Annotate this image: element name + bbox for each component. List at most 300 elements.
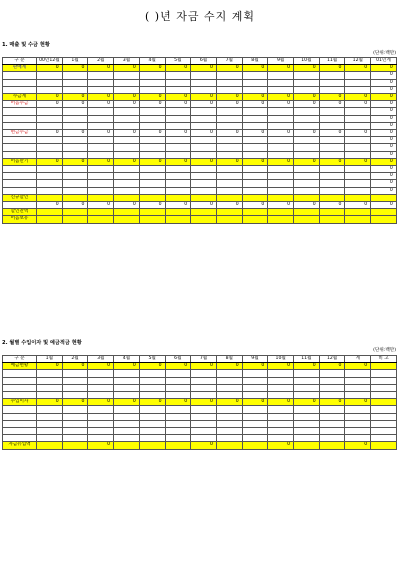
table-cell: [319, 194, 345, 201]
table-cell: 0: [371, 122, 397, 129]
table-cell: [319, 187, 345, 194]
sales-collection-table: [2, 57, 397, 224]
table-cell: [88, 370, 114, 377]
table-cell: 0: [191, 94, 217, 101]
table-cell: [139, 209, 165, 216]
table-cell: [345, 413, 371, 420]
table-cell: 0: [216, 94, 242, 101]
row-label: [3, 151, 37, 158]
table-cell: [165, 72, 191, 79]
table-cell: [139, 435, 165, 442]
table-cell: 0: [242, 94, 268, 101]
table-cell: 0: [371, 187, 397, 194]
table-cell: [139, 194, 165, 201]
table-cell: 0: [371, 65, 397, 72]
table-cell: 0: [37, 101, 63, 108]
table-cell: [62, 151, 88, 158]
table-cell: [371, 363, 397, 370]
table-row: [3, 122, 397, 129]
table-cell: [114, 173, 140, 180]
table-cell: [371, 209, 397, 216]
table-cell: [165, 137, 191, 144]
table-cell: 0: [62, 130, 88, 137]
table-cell: [114, 115, 140, 122]
table-cell: 0: [216, 202, 242, 209]
table-cell: 0: [139, 130, 165, 137]
table-cell: [345, 180, 371, 187]
table-cell: [319, 79, 345, 86]
table-cell: 0: [62, 399, 88, 406]
table-cell: [345, 72, 371, 79]
table-cell: [294, 79, 320, 86]
table-cell: [319, 427, 345, 434]
table-cell: [37, 216, 63, 223]
table-cell: [88, 406, 114, 413]
table-cell: [294, 384, 320, 391]
table-cell: 0: [165, 94, 191, 101]
table-row: [3, 442, 397, 449]
table-cell: [88, 137, 114, 144]
table-cell: [165, 187, 191, 194]
table-cell: 0: [371, 108, 397, 115]
table-cell: [165, 122, 191, 129]
table-cell: [268, 79, 294, 86]
table-cell: 0: [294, 94, 320, 101]
row-label: [3, 377, 37, 384]
table-cell: [37, 86, 63, 93]
table-cell: [268, 137, 294, 144]
table-cell: [268, 194, 294, 201]
table-cell: [114, 79, 140, 86]
table-cell: 0: [165, 158, 191, 165]
column-header: 8월: [216, 356, 242, 363]
table-cell: [216, 187, 242, 194]
table-cell: [294, 122, 320, 129]
table-cell: 0: [371, 137, 397, 144]
table-cell: 0: [62, 101, 88, 108]
row-label: 할인잔액: [3, 209, 37, 216]
table-cell: [114, 391, 140, 398]
table-cell: 0: [371, 94, 397, 101]
table-cell: [88, 435, 114, 442]
table-row: [3, 209, 397, 216]
table-row: [3, 435, 397, 442]
table-cell: [191, 370, 217, 377]
table-cell: [268, 406, 294, 413]
table-cell: [191, 180, 217, 187]
column-header: 1월: [62, 58, 88, 65]
table-cell: [37, 79, 63, 86]
table-cell: [62, 216, 88, 223]
table-cell: [191, 72, 217, 79]
table-cell: [165, 377, 191, 384]
table-cell: 0: [165, 101, 191, 108]
table-cell: [88, 377, 114, 384]
table-cell: [62, 122, 88, 129]
table-cell: [216, 137, 242, 144]
table-cell: [345, 370, 371, 377]
table-cell: 0: [165, 202, 191, 209]
table-cell: [371, 406, 397, 413]
table-cell: [191, 427, 217, 434]
table-cell: 0: [319, 399, 345, 406]
table-cell: [294, 216, 320, 223]
row-label: [3, 144, 37, 151]
column-header: 5월: [165, 58, 191, 65]
table-cell: [191, 194, 217, 201]
table-cell: [62, 209, 88, 216]
column-header: 00년12월: [37, 58, 63, 65]
table-cell: [216, 166, 242, 173]
table-cell: 0: [345, 130, 371, 137]
table-cell: [37, 194, 63, 201]
row-label: [3, 137, 37, 144]
table-row: [3, 72, 397, 79]
table-cell: [191, 209, 217, 216]
table-cell: [139, 384, 165, 391]
table-cell: [294, 137, 320, 144]
table-cell: [371, 427, 397, 434]
table-cell: [139, 406, 165, 413]
table-cell: 0: [319, 94, 345, 101]
table-cell: [216, 173, 242, 180]
table-cell: [319, 166, 345, 173]
table-cell: [216, 72, 242, 79]
table-header-row: [3, 356, 397, 363]
table-cell: [268, 151, 294, 158]
table-cell: 0: [371, 180, 397, 187]
table-cell: [114, 194, 140, 201]
table-cell: [88, 427, 114, 434]
row-label: 판매계: [3, 65, 37, 72]
table-row: [3, 79, 397, 86]
table-cell: [345, 166, 371, 173]
table-row: [3, 413, 397, 420]
table-cell: [345, 173, 371, 180]
table-cell: [216, 209, 242, 216]
table-cell: [268, 413, 294, 420]
table-cell: [37, 391, 63, 398]
table-cell: [191, 166, 217, 173]
table-cell: [371, 435, 397, 442]
table-cell: [345, 216, 371, 223]
table-cell: 0: [345, 202, 371, 209]
table-cell: [268, 115, 294, 122]
table-cell: 0: [294, 202, 320, 209]
table-cell: [268, 427, 294, 434]
table-cell: [88, 86, 114, 93]
table-cell: [216, 413, 242, 420]
table-cell: [139, 420, 165, 427]
table-cell: 0: [37, 130, 63, 137]
table-cell: [268, 384, 294, 391]
table-cell: [319, 137, 345, 144]
table-cell: [242, 187, 268, 194]
table-cell: [37, 406, 63, 413]
table-cell: 0: [62, 65, 88, 72]
table-cell: [165, 370, 191, 377]
table-cell: [191, 384, 217, 391]
table-cell: [88, 209, 114, 216]
table-cell: [114, 427, 140, 434]
table-cell: [319, 72, 345, 79]
table-cell: [139, 427, 165, 434]
table-cell: [319, 173, 345, 180]
table-cell: [319, 122, 345, 129]
table-cell: [216, 435, 242, 442]
table-cell: [88, 187, 114, 194]
table-cell: [191, 216, 217, 223]
table-cell: [371, 370, 397, 377]
table-cell: [165, 384, 191, 391]
row-label: [3, 72, 37, 79]
table-cell: [88, 391, 114, 398]
row-label: 신규할인: [3, 194, 37, 201]
table-cell: [191, 406, 217, 413]
table-cell: 0: [37, 94, 63, 101]
table-cell: 0: [294, 65, 320, 72]
table-cell: [37, 180, 63, 187]
table-cell: [37, 384, 63, 391]
table-cell: 0: [114, 101, 140, 108]
table-cell: 0: [268, 363, 294, 370]
table-cell: [139, 180, 165, 187]
table-cell: 0: [242, 363, 268, 370]
table-cell: 0: [242, 202, 268, 209]
table-cell: 0: [216, 399, 242, 406]
table-cell: [114, 187, 140, 194]
table-cell: [216, 377, 242, 384]
table-cell: 0: [371, 101, 397, 108]
column-header: 2월: [62, 356, 88, 363]
table-cell: 0: [114, 158, 140, 165]
table-cell: [268, 72, 294, 79]
column-header: 10월: [294, 58, 320, 65]
table-cell: [88, 216, 114, 223]
table-cell: [88, 122, 114, 129]
table-cell: [242, 194, 268, 201]
table-cell: [191, 115, 217, 122]
column-header: 8월: [242, 58, 268, 65]
section1-unit: (단위:백만): [373, 51, 396, 56]
table-cell: 0: [371, 166, 397, 173]
table-cell: [88, 115, 114, 122]
table-cell: [88, 384, 114, 391]
table-cell: 0: [242, 130, 268, 137]
table-cell: 0: [165, 363, 191, 370]
column-header: 비 고: [371, 356, 397, 363]
table-cell: [242, 79, 268, 86]
table-cell: 0: [191, 158, 217, 165]
table-cell: [294, 406, 320, 413]
table-cell: [88, 413, 114, 420]
row-label: [3, 79, 37, 86]
table-cell: [139, 122, 165, 129]
table-cell: [165, 427, 191, 434]
table-cell: [165, 216, 191, 223]
row-label: 예금현황: [3, 363, 37, 370]
table-cell: [139, 79, 165, 86]
column-header: 12월: [319, 356, 345, 363]
table-cell: [294, 209, 320, 216]
table-cell: [319, 384, 345, 391]
table-cell: 0: [37, 363, 63, 370]
row-label: [3, 406, 37, 413]
table-cell: 0: [114, 94, 140, 101]
table-cell: [268, 209, 294, 216]
table-cell: 0: [114, 202, 140, 209]
table-cell: 0: [319, 202, 345, 209]
table-cell: [191, 122, 217, 129]
table-cell: [62, 108, 88, 115]
table-cell: 0: [191, 399, 217, 406]
table-cell: [319, 413, 345, 420]
table-cell: [191, 173, 217, 180]
table-cell: [345, 187, 371, 194]
table-cell: [242, 370, 268, 377]
table-cell: 0: [294, 363, 320, 370]
column-header: 계: [345, 356, 371, 363]
table-cell: [268, 391, 294, 398]
table-cell: [345, 144, 371, 151]
table-cell: [242, 384, 268, 391]
table-cell: [114, 413, 140, 420]
table-cell: [371, 194, 397, 201]
table-cell: [165, 406, 191, 413]
table-cell: 0: [319, 130, 345, 137]
table-cell: [88, 166, 114, 173]
table-cell: 0: [319, 363, 345, 370]
table-cell: [62, 173, 88, 180]
table-cell: [139, 86, 165, 93]
table-cell: 0: [165, 130, 191, 137]
column-header: 구 분: [3, 58, 37, 65]
table-cell: [114, 72, 140, 79]
table-cell: [216, 151, 242, 158]
table-cell: [216, 86, 242, 93]
table-cell: [62, 406, 88, 413]
table-cell: 0: [37, 158, 63, 165]
page-title: ( )년 자금 수지 계획: [145, 10, 255, 23]
table-cell: 0: [268, 158, 294, 165]
table-cell: 0: [319, 158, 345, 165]
table-cell: [88, 180, 114, 187]
table-cell: 0: [62, 202, 88, 209]
table-cell: 0: [139, 202, 165, 209]
column-header: 7월: [191, 356, 217, 363]
table-cell: [242, 122, 268, 129]
row-label: [3, 391, 37, 398]
table-cell: [345, 377, 371, 384]
table-cell: [268, 86, 294, 93]
table-cell: [37, 420, 63, 427]
table-cell: [242, 413, 268, 420]
table-cell: 0: [139, 65, 165, 72]
table-cell: [294, 435, 320, 442]
table-cell: [62, 166, 88, 173]
table-row: [3, 194, 397, 201]
table-cell: 0: [191, 202, 217, 209]
table-cell: [37, 122, 63, 129]
table-cell: [191, 137, 217, 144]
column-header: 구 분: [3, 356, 37, 363]
table-cell: [294, 151, 320, 158]
table-cell: [37, 209, 63, 216]
table-cell: 0: [371, 86, 397, 93]
table-cell: [319, 86, 345, 93]
table-cell: [62, 377, 88, 384]
table-cell: [345, 108, 371, 115]
table-cell: [114, 370, 140, 377]
table-cell: [62, 420, 88, 427]
table-cell: 0: [319, 101, 345, 108]
table-cell: [139, 108, 165, 115]
table-cell: [242, 72, 268, 79]
table-cell: 0: [371, 115, 397, 122]
table-cell: 0: [345, 101, 371, 108]
table-cell: [319, 442, 345, 449]
table-row: [3, 216, 397, 223]
table-cell: [114, 166, 140, 173]
table-cell: [62, 137, 88, 144]
row-label: [3, 384, 37, 391]
table-cell: 0: [88, 130, 114, 137]
table-cell: 0: [88, 363, 114, 370]
table-cell: [114, 209, 140, 216]
table-row: [3, 406, 397, 413]
table-cell: [114, 86, 140, 93]
table-cell: [191, 435, 217, 442]
table-cell: 0: [139, 101, 165, 108]
table-cell: [139, 370, 165, 377]
table-cell: [294, 144, 320, 151]
table-cell: [319, 406, 345, 413]
table-cell: 0: [242, 101, 268, 108]
table-cell: 0: [88, 202, 114, 209]
row-label: 현금수금: [3, 130, 37, 137]
table-cell: [216, 384, 242, 391]
table-cell: 0: [268, 94, 294, 101]
table-cell: 0: [371, 158, 397, 165]
column-header: 4월: [139, 58, 165, 65]
table-cell: [294, 173, 320, 180]
table-cell: [37, 108, 63, 115]
table-cell: [294, 377, 320, 384]
table-cell: [114, 122, 140, 129]
table-cell: 0: [165, 65, 191, 72]
table-cell: 0: [114, 65, 140, 72]
table-cell: [165, 435, 191, 442]
table-cell: [319, 435, 345, 442]
table-cell: [294, 413, 320, 420]
table-cell: 0: [191, 65, 217, 72]
table-cell: [242, 406, 268, 413]
table-cell: [88, 420, 114, 427]
table-cell: [191, 391, 217, 398]
table-cell: [62, 427, 88, 434]
table-cell: [294, 166, 320, 173]
table-cell: 0: [371, 144, 397, 151]
table-cell: [345, 86, 371, 93]
table-row: [3, 363, 397, 370]
table-row: [3, 130, 397, 137]
table-cell: [191, 79, 217, 86]
table-cell: [216, 108, 242, 115]
table-cell: [139, 72, 165, 79]
table-cell: [216, 115, 242, 122]
table-cell: [242, 144, 268, 151]
table-header-row: [3, 58, 397, 65]
